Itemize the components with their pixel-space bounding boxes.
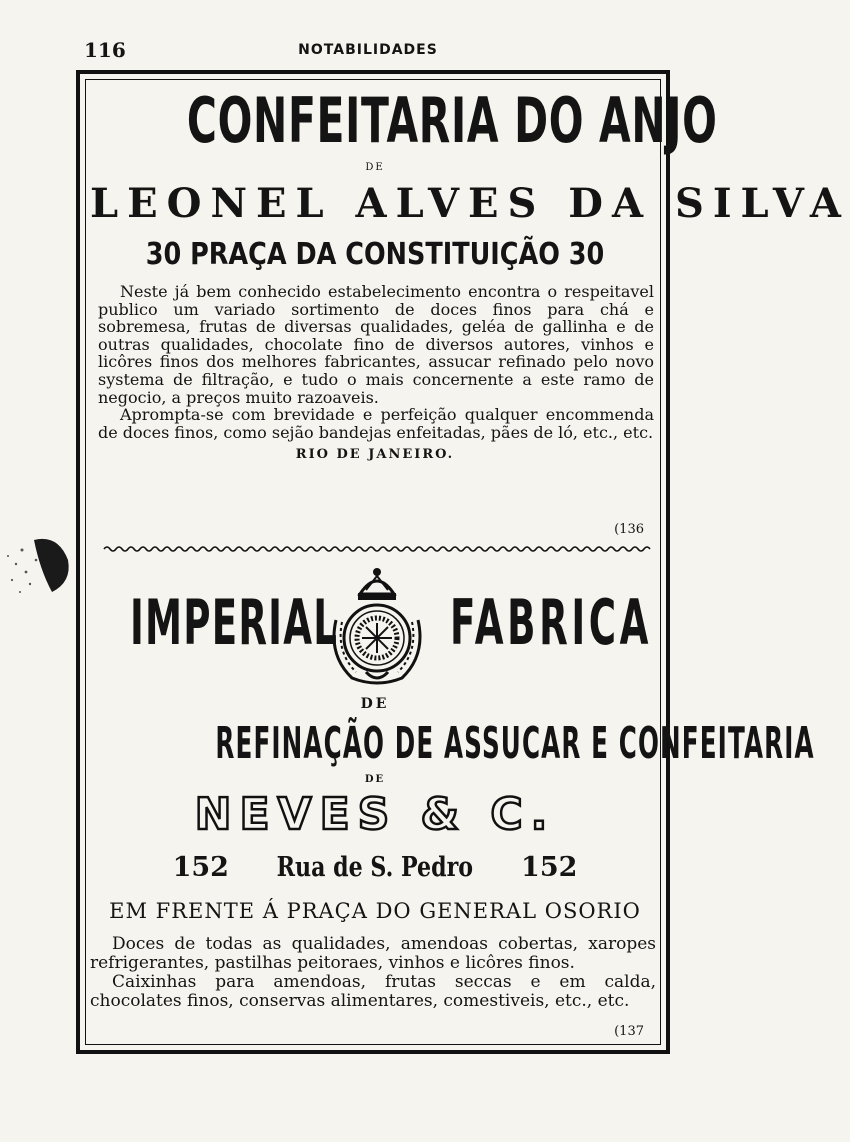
ad1-de: DE — [365, 162, 385, 173]
page-number: 116 — [84, 38, 126, 62]
ad1-owner: LEONEL ALVES DA SILVA — [90, 180, 850, 227]
ad2-de-2: DE — [364, 774, 386, 785]
ad2-address — [90, 851, 660, 885]
ad2-location: EM FRENTE Á PRAÇA DO GENERAL OSORIO — [109, 899, 641, 923]
ad1-paragraph-1: Neste já bem conhecido estabelecimento encontra o respeitavel publico um variado sortimento de doces finos para chá e sobremesa, frutas de diversas qualidades, geléa de gallinha e de outras qualidades, chocolate fino de diversos autores, vinhos e licôres finos dos melhores fabricantes, assucar refinado pelo novo systema de filtração, e tudo o mais concernente a este ramo de negocio, a preços muito razoaveis. — [98, 282, 654, 407]
page-header — [0, 38, 736, 62]
ad1-address: 30 PRAÇA DA CONSTITUIÇÃO 30 — [145, 237, 605, 272]
ad2-number-left: 152 — [172, 852, 229, 883]
imperial-coat-of-arms-icon — [322, 560, 432, 690]
ad1-paragraph-2: Apromptа-se com brevidade e perfeição qualquer encommenda de doces finos, como sejão bandejas enfeitadas, pães de ló, etc., etc. — [98, 405, 654, 442]
ad2-paragraph-1: Doces de todas as qualidades, amendoas cobertas, xaropes refrigerantes, pastilhas peitoraes, vinhos e licôres finos. — [90, 934, 656, 973]
ad2-word-fabrica: FABRICA — [450, 586, 653, 659]
ad1-reference: (136 — [614, 522, 644, 537]
ad2-paragraph-2: Caixinhas para amendoas, frutas seccas e em calda, chocolates finos, conservas alimentares, comestiveis, etc., etc. — [90, 972, 656, 1011]
ad1-title: CONFEITARIA DO ANJO — [186, 84, 718, 157]
ad1-city: RIO DE JANEIRO. — [295, 447, 455, 463]
ad2-de-1: DE — [360, 696, 390, 712]
advertisement-imperial-fabrica — [90, 540, 815, 1039]
ad2-reference: (137 — [614, 1024, 644, 1039]
ad2-heading-row — [90, 540, 660, 700]
ad1-body — [98, 283, 654, 441]
ad2-company-name: NEVES & C. — [194, 789, 556, 840]
page-stain-mark-icon — [0, 520, 90, 610]
advertisement-confeitaria-do-anjo — [90, 82, 850, 537]
running-title: NOTABILIDADES — [298, 42, 438, 58]
ad2-body — [90, 935, 656, 1011]
ad2-subtitle: REFINAÇÃO DE ASSUCAR E CONFEITARIA — [215, 718, 815, 769]
ad2-number-right: 152 — [521, 852, 578, 883]
ad2-word-imperial: IMPERIAL — [130, 586, 339, 659]
ad2-street: Rua de S. Pedro — [276, 852, 474, 883]
